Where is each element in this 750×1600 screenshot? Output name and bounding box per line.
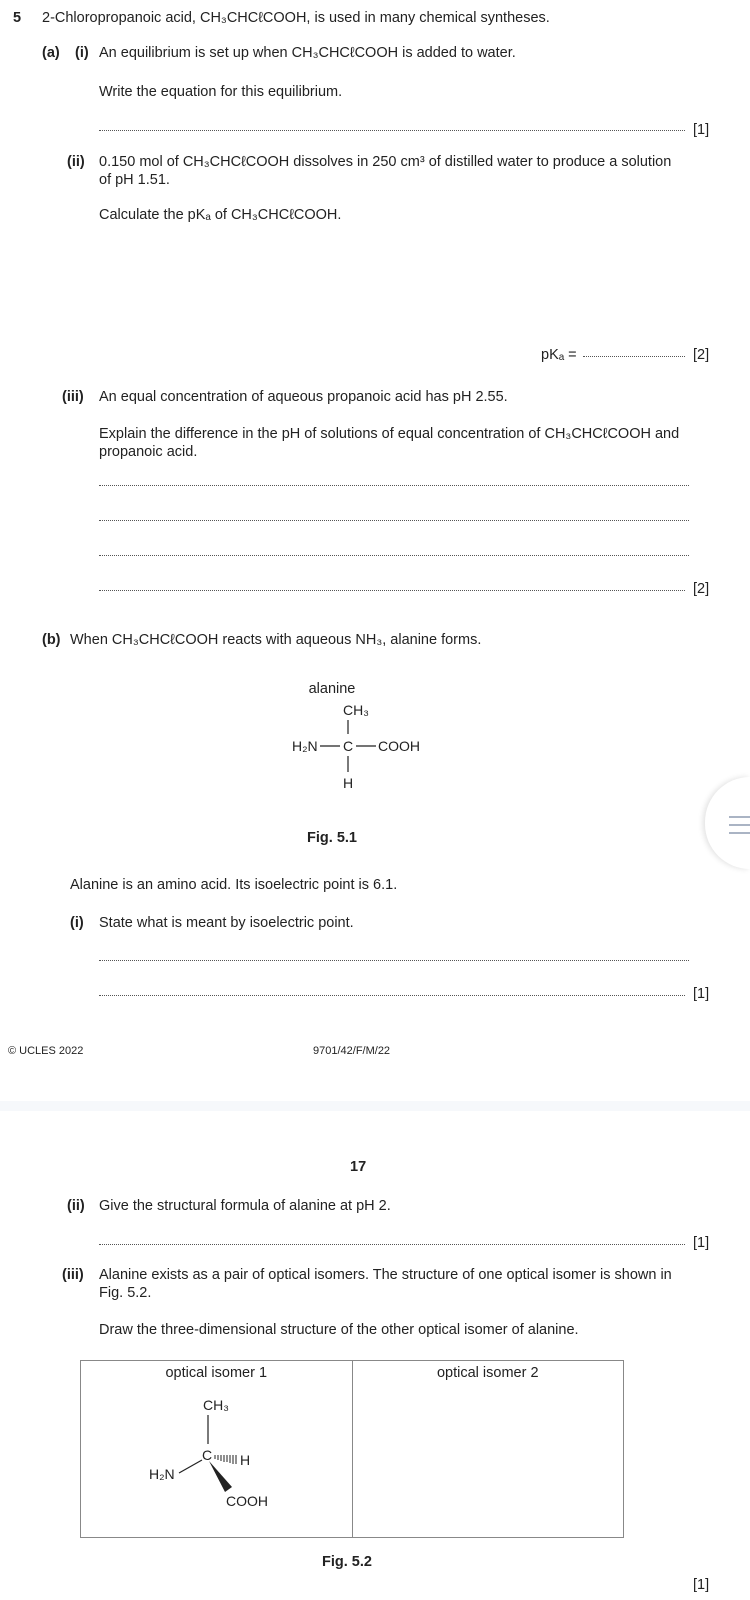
isomer-1-heading: optical isomer 1 [165, 1365, 268, 1381]
part-a-ii-text: of pH 1.51. [99, 172, 170, 188]
ch3-label: CH₃ [343, 702, 369, 718]
copyright: © UCLES 2022 [8, 1045, 84, 1057]
mark: [1] [693, 1577, 710, 1593]
part-a-ii-label: (ii) [67, 154, 85, 170]
part-a-ii-text: 0.150 mol of CH₃CHCℓCOOH dissolves in 250 cm³ of distilled water to produce a solution [99, 154, 672, 170]
part-a-i-text: An equilibrium is set up when CH₃CHCℓCOOH is added to water. [99, 45, 516, 61]
part-a-label: (a) [42, 45, 60, 61]
part-b-iii-text: Fig. 5.2. [99, 1285, 152, 1301]
isomer-2-cell[interactable] [352, 1361, 624, 1538]
part-b-iii-instruction: Draw the three-dimensional structure of the other optical isomer of alanine. [99, 1322, 579, 1338]
answer-line[interactable] [99, 130, 685, 131]
mark: [2] [693, 347, 710, 363]
h-label: H [343, 775, 354, 791]
fig1-caption: Fig. 5.1 [307, 830, 357, 846]
part-b-ii-text: Give the structural formula of alanine at pH 2. [99, 1198, 391, 1214]
mark: [1] [693, 986, 710, 1002]
hashed-bond [215, 1455, 236, 1464]
page-number: 17 [350, 1159, 367, 1175]
question-intro: 2-Chloropropanoic acid, CH₃CHCℓCOOH, is used in many chemical syntheses. [42, 10, 550, 26]
part-b-iii-text: Alanine exists as a pair of optical isomers. The structure of one optical isomer is shown in [99, 1267, 672, 1283]
answer-line[interactable] [99, 555, 689, 556]
mark: [1] [693, 1235, 710, 1251]
part-b-i-label: (i) [70, 915, 84, 931]
part-a-i-instruction: Write the equation for this equilibrium. [99, 84, 343, 100]
pka-answer-line[interactable] [583, 356, 685, 357]
paper-code: 9701/42/F/M/22 [313, 1045, 391, 1057]
part-b-text: When CH₃CHCℓCOOH reacts with aqueous NH₃, alanine forms. [70, 632, 482, 648]
answer-line[interactable] [99, 520, 689, 521]
part-a-iii-text: An equal concentration of aqueous propanoic acid has pH 2.55. [99, 389, 508, 405]
page-break [0, 1101, 750, 1111]
h2n-label: H₂N [149, 1466, 175, 1482]
menu-widget[interactable] [705, 777, 750, 869]
cooh-label: COOH [226, 1493, 268, 1509]
part-a-ii-instruction: Calculate the pKₐ of CH₃CHCℓCOOH. [99, 207, 342, 223]
cooh-label: COOH [378, 738, 420, 754]
question-number: 5 [13, 10, 22, 26]
isomer-2-heading: optical isomer 2 [436, 1365, 539, 1381]
part-b-iii-label: (iii) [62, 1267, 84, 1283]
carbon-label: C [202, 1447, 213, 1463]
menu-icon-bar [729, 824, 750, 826]
answer-line[interactable] [99, 1244, 685, 1245]
fig1-title: alanine [308, 681, 356, 697]
fig2-caption: Fig. 5.2 [322, 1554, 372, 1570]
h-label: H [240, 1452, 251, 1468]
carbon-label: C [343, 738, 354, 754]
mark: [1] [693, 122, 710, 138]
answer-line[interactable] [99, 995, 685, 996]
optical-isomer-table [80, 1360, 624, 1538]
ch3-label: CH₃ [203, 1397, 229, 1413]
answer-line[interactable] [99, 590, 685, 591]
menu-icon [729, 816, 750, 818]
wedge-bond [209, 1461, 232, 1492]
alanine-info: Alanine is an amino acid. Its isoelectric point is 6.1. [70, 877, 398, 893]
isomer-1-structure [122, 1381, 322, 1531]
part-a-iii-instruction: Explain the difference in the pH of solutions of equal concentration of CH₃CHCℓCOOH and [99, 426, 680, 442]
part-b-label: (b) [42, 632, 61, 648]
mark: [2] [693, 581, 710, 597]
part-a-iii-instruction: propanoic acid. [99, 444, 198, 460]
answer-line[interactable] [99, 485, 689, 486]
part-a-i-label: (i) [75, 45, 89, 61]
alanine-structure [250, 670, 450, 850]
menu-icon-bar [729, 832, 750, 834]
part-a-iii-label: (iii) [62, 389, 84, 405]
answer-line[interactable] [99, 960, 689, 961]
isomer-1-cell [81, 1361, 353, 1538]
part-b-i-text: State what is meant by isoelectric point. [99, 915, 354, 931]
pka-answer-label: pKₐ = [541, 347, 577, 363]
h2n-label: H₂N [292, 738, 318, 754]
part-b-ii-label: (ii) [67, 1198, 85, 1214]
